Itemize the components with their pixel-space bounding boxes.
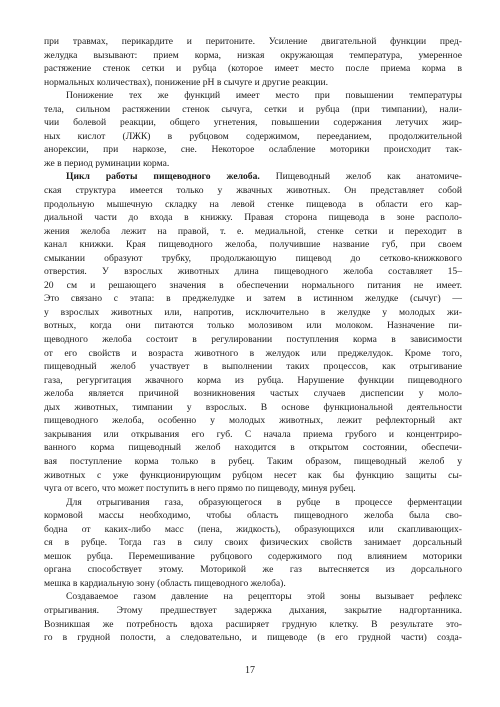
text-line: ся в рубце. Тогда газ в силу своих физических свойств занимает дорсальный (44, 537, 462, 549)
text-line: дых животных, тимпании у взрослых. В основе функциональной деятельности (44, 401, 462, 413)
paragraph-2 (44, 89, 462, 170)
text-run: Пищеводный желоб как анатомиче- (259, 171, 462, 183)
text-line: Возникшая же потребность вдоха расширяет грудную клетку. В результате это- (44, 618, 462, 630)
text-line: Понижение тех же функций имеет место при повышении температуры (66, 90, 462, 102)
text-line: ская структура имеется только у жвачных животных. Он представляет собой (44, 185, 462, 197)
text-line: щеводного желоба состоит в регулировании поступления корма в зависимости (44, 334, 462, 346)
text-line: закрывания или открывания его губ. С начала приема грубого и концентриро- (44, 428, 462, 440)
text-line: го в грудной полости, а следовательно, и пищеводе (в его грудной части) созда- (44, 632, 462, 644)
text-line: растяжение стенок сетки и рубца (которое имеет место после приема корма в (44, 63, 462, 75)
text-line: органа способствует этому. Моторикой же газ вытесняется из дорсального (44, 564, 462, 576)
text-line: вотных, когда они питаются только молозивом или молоком. Назначение пи- (44, 320, 462, 332)
text-line: мешок рубца. Перемешивание рубцового содержимого под влиянием моторики (44, 550, 462, 562)
text-line: отверстия. У взрослых животных длина пищеводного желоба составляет 15– (44, 266, 462, 278)
text-line: желудка вызывают: прием корма, низкая окружающая температура, умеренное (44, 49, 462, 61)
section-heading: Цикл работы пищеводного желоба. (66, 171, 260, 183)
text-line: отрыгивания. Этому предшествует задержка дыхания, закрытие надгортанника. (44, 604, 462, 616)
text-line: бодна от каких-либо масс (пена, жидкость), образующихся или скапливающих- (44, 523, 462, 535)
text-line: пищеводный желоб участвует в выполнении таких процессов, как отрыгивание (44, 361, 462, 373)
text-line: газа, регургитация жвачного корма из рубца. Нарушение функции пищеводного (44, 374, 462, 386)
text-line: тела, сильном растяжении стенок сычуга, сетки и рубца (при тимпании), нали- (44, 103, 462, 115)
text-line: смыкании образуют трубку, продолжающую пищевод до сетково-книжкового (44, 252, 462, 264)
text-line (44, 170, 462, 184)
text-line: животных с уже функционирующим рубцом несет как бы функцию защиты сы- (44, 469, 462, 481)
text-line: от его свойств и возраста животного в желудок или преджелудок. Кроме того, (44, 347, 462, 359)
text-line: Это связано с этапа: в преджелудке и затем в истинном желудке (сычуг) — (44, 293, 462, 305)
text-line: чии болевой реакции, общего угнетения, повышении содержания летучих жир- (44, 117, 462, 129)
text-line: кормовой массы необходимо, чтобы область пищеводного желоба была сво- (44, 510, 462, 522)
text-line: ванного корма пищеводный желоб находится в открытом состоянии, обеспечи- (44, 442, 462, 454)
page-number: 17 (245, 665, 255, 676)
text-line: жения желоба лежит на правой, т. е. медиальной, стенке сетки и переходит в (44, 225, 462, 237)
text-line: Создаваемое газом давление на рецепторы этой зоны вызывает рефлекс (66, 591, 462, 603)
text-line: вая поступление корма только в рубец. Таким образом, пищеводный желоб у (44, 455, 462, 467)
text-line: продольную мышечную складку на левой стенке пищевода в области его кар- (44, 198, 462, 210)
text-line: канал книжки. Края пищеводного желоба, получившие название губ, при своем (44, 239, 462, 251)
text-line: пищеводного желоба, особенно у молодых животных, лежит рефлекторный акт (44, 415, 462, 427)
paragraph-5 (44, 590, 462, 644)
paragraph-3 (44, 170, 462, 495)
text-line: при травмах, перикардите и перитоните. Усиление двигательной функции пред- (44, 36, 462, 47)
text-line: ных кислот (ЛЖК) в рубцовом содержимом, перееданием, продолжительной (44, 130, 462, 142)
text-line: же в период руминации корма. (44, 157, 170, 169)
text-line: анорексии, при наркозе, сне. Некоторое ослабление моторики происходит так- (44, 144, 462, 156)
paragraph-4 (44, 496, 462, 591)
text-line: желоба является причиной возникновения частых случаев диспепсии у моло- (44, 388, 462, 400)
paragraph-1 (44, 35, 462, 89)
text-line: диальной части до входа в книжку. Правая сторона пищевода в зоне располо- (44, 212, 462, 224)
text-line: мешка в кардиальную зону (область пищеводного желоба). (44, 577, 286, 589)
text-line: у взрослых животных или, напротив, исключительно в желудке у молодых жи- (44, 306, 462, 318)
text-line: нормальных количествах), понижение pH в сычуге и другие реакции. (44, 76, 329, 88)
text-column (44, 35, 462, 645)
text-line: Для отрыгивания газа, образующегося в рубце в процессе ферментации (66, 496, 462, 508)
text-line: 20 см и решающего значения в обеспечении нормального питания не имеет. (44, 279, 462, 291)
text-line: чуга от всего, что может поступить в него прямо по пищеводу, минуя рубец. (44, 483, 356, 495)
